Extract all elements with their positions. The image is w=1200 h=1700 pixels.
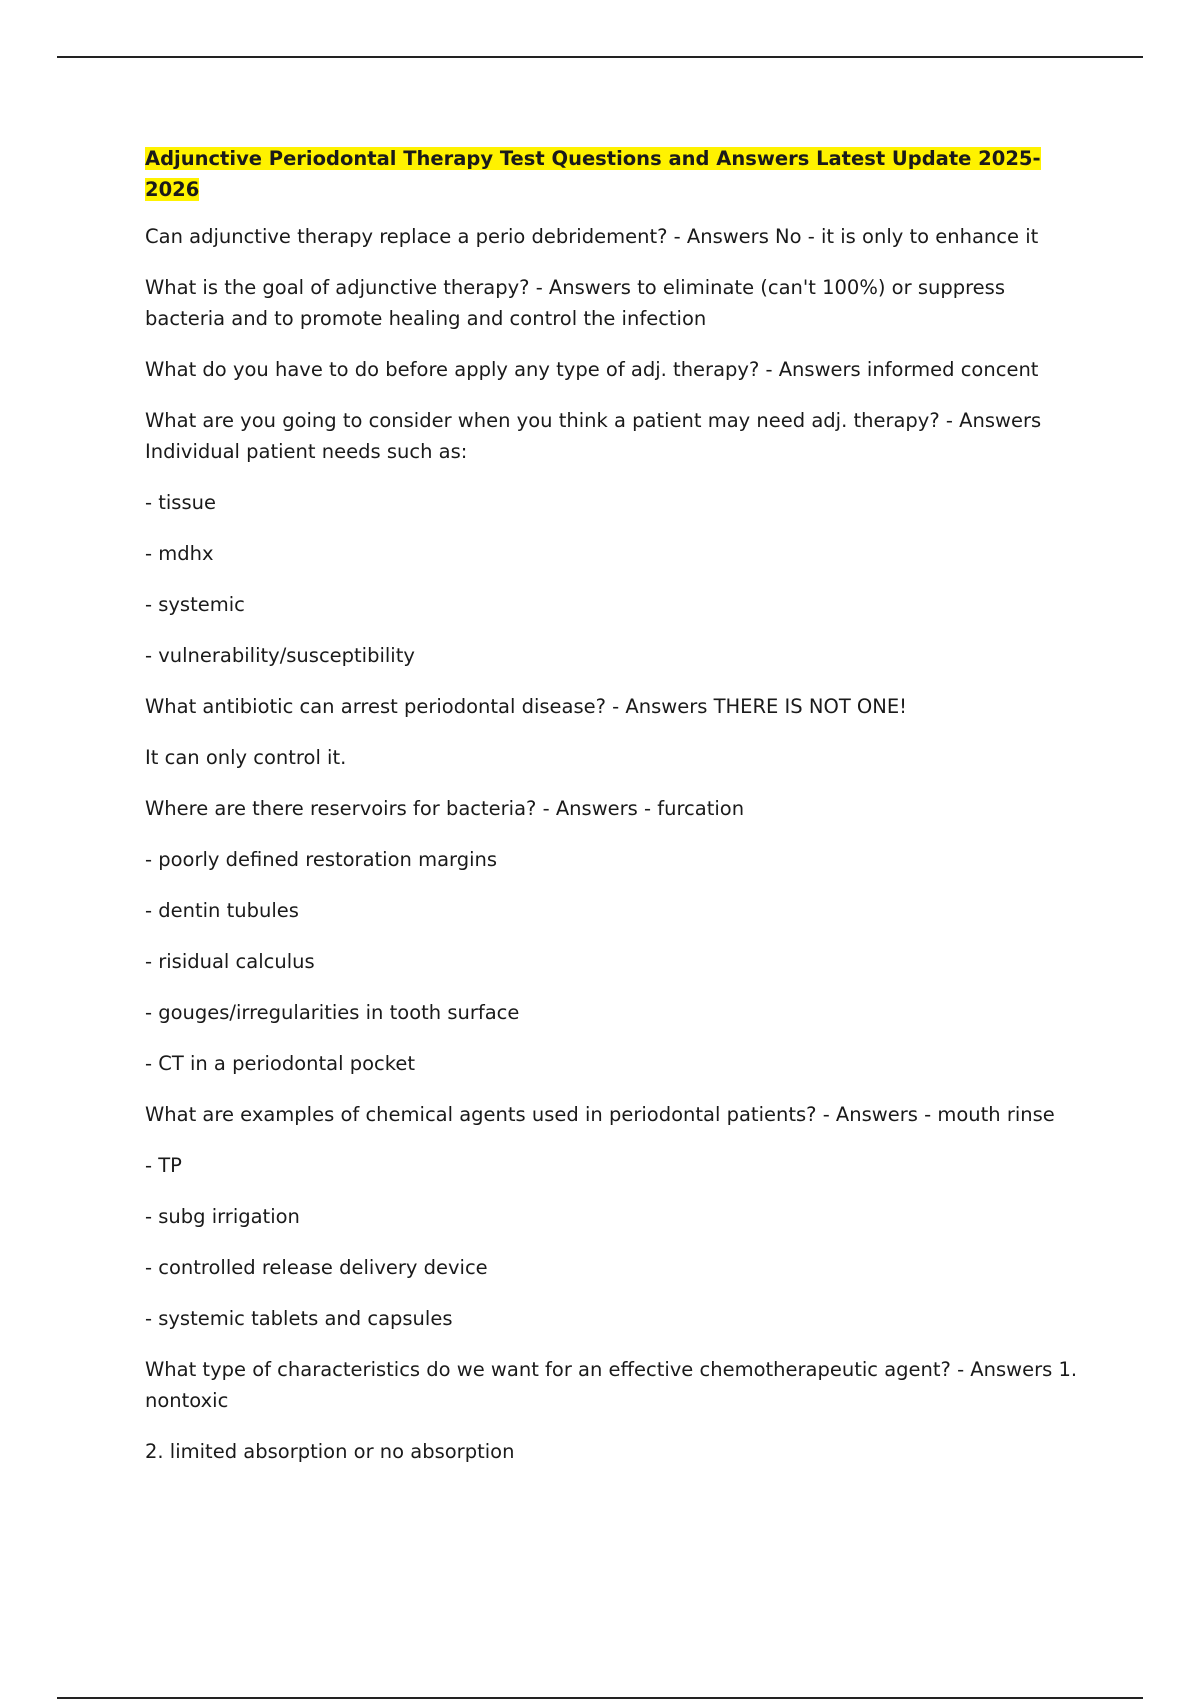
document-title [145, 143, 1090, 205]
list-item: - gouges/irregularities in tooth surface [145, 1001, 520, 1024]
list-item: - dentin tubules [145, 899, 299, 922]
list-item: - controlled release delivery device [145, 1256, 488, 1279]
document-body [145, 143, 1090, 1487]
paragraph: Can adjunctive therapy replace a perio debridement? - Answers No - it is only to enhance it [145, 225, 1039, 248]
header-rule [57, 56, 1143, 58]
list-item: - systemic [145, 593, 245, 616]
paragraph: 2. limited absorption or no absorption [145, 1440, 515, 1463]
paragraph: What do you have to do before apply any type of adj. therapy? - Answers informed concent [145, 358, 1039, 381]
list-item: - risidual calculus [145, 950, 315, 973]
paragraph: What antibiotic can arrest periodontal disease? - Answers THERE IS NOT ONE! [145, 695, 908, 718]
paragraph: What is the goal of adjunctive therapy? - Answers to eliminate (can't 100%) or suppress bacteria and to promote healing and control the infection [145, 276, 1005, 330]
footer-rule [57, 1697, 1143, 1699]
paragraph: What type of characteristics do we want for an effective chemotherapeutic agent? - Answers 1. nontoxic [145, 1358, 1078, 1412]
list-item: - systemic tablets and capsules [145, 1307, 453, 1330]
paragraph: It can only control it. [145, 746, 347, 769]
list-item: - vulnerability/susceptibility [145, 644, 415, 667]
paragraph: Where are there reservoirs for bacteria? - Answers - furcation [145, 797, 745, 820]
list-item: - CT in a periodontal pocket [145, 1052, 415, 1075]
list-item: - TP [145, 1154, 182, 1177]
paragraph: What are examples of chemical agents used in periodontal patients? - Answers - mouth rinse [145, 1103, 1055, 1126]
list-item: - poorly defined restoration margins [145, 848, 498, 871]
list-item: - tissue [145, 491, 216, 514]
list-item: - subg irrigation [145, 1205, 300, 1228]
paragraph: What are you going to consider when you think a patient may need adj. therapy? - Answers Individual patient needs such as: [145, 409, 1042, 463]
list-item: - mdhx [145, 542, 214, 565]
document-title-text: Adjunctive Periodontal Therapy Test Questions and Answers Latest Update 2025-2026 [145, 147, 1041, 201]
